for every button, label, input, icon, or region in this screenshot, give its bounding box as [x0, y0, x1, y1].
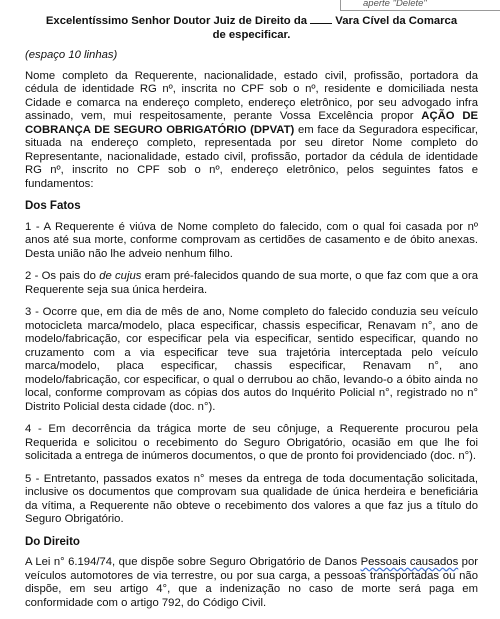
petition-document	[25, 14, 478, 619]
title-text-line2: de especificar.	[212, 28, 291, 41]
intro-paragraph	[25, 70, 478, 192]
title-text-part2: Vara Cível da Comarca	[335, 15, 458, 27]
spellcheck-underlined-text: Pessoais causados	[360, 556, 459, 568]
intro-text-b: em face da Seguradora especificar, situada na endereço completo, representada por seu diretor Nome completo do Representante, nacionalidade, estado civil, profissão, portador da cédula de identidade RG nº, inscrito no CPF sob o nº, endereço eletrônico, pelos seguintes fatos e fundamentos:	[25, 123, 478, 190]
fact-2	[25, 270, 478, 297]
fact-2-a: 2 - Os pais do	[25, 270, 100, 282]
section-heading-fatos: Dos Fatos	[25, 200, 81, 212]
fact-2-em: de cujus	[99, 270, 142, 282]
delete-hint-box: aperte "Delete"	[340, 0, 500, 11]
fact-3: 3 - Ocorre que, em dia de mês de ano, Nome completo do falecido conduzia seu veículo motocicleta marca/modelo, placa especificar, chassis especificar, Renavam n°, ano de modelo/fabricação, cor especificar pela via especificar, sentido especificar, quando no cruzamento com a via especificar teve sua trajetória interceptada pelo veículo marca/modelo, placa especificar, chassis especificar, Renavam n°, ano modelo/fabricação, cor especificar, o qual o derrubou ao chão, levando-o a óbito ainda no local, conforme comprovam as cópias dos autos do Inquérito Policial n°, registrado no n° Distrito Policial desta cidade (doc. n°).	[25, 306, 478, 413]
fact-2-b: eram pré-falecidos quando de sua morte, o que faz com que a ora Requerente seja sua única herdeira.	[25, 270, 479, 296]
law-text-b: por veículos automotores de via terrestre, ou por sua carga, a pessoas transportadas ou não dispõe, em seu artigo 4°, que a indenização no caso de morte será paga em conformidade com o artigo 792, do Código Civil.	[25, 556, 478, 609]
blank-field	[310, 14, 332, 24]
fact-1: 1 - A Requerente é viúva de Nome completo do falecido, com o qual foi casada por nº anos até sua morte, conforme comprovam as certidões de casamento e de óbito anexas. Desta união não lhe adveio nenhum filho.	[25, 220, 478, 260]
petition-title	[25, 14, 478, 42]
law-paragraph	[25, 556, 478, 610]
action-title: AÇÃO DE COBRANÇA DE SEGURO OBRIGATÓRIO (DPVAT)	[25, 110, 479, 136]
fact-4: 4 - Em decorrência da trágica morte de seu cônjuge, a Requerente procurou pela Requerida e solicitou o recebimento do Seguro Obrigatório, ocasião em que lhe foi solicitada a entrega de inúmeros documentos, o que de pronto foi providenciado (doc. n°).	[25, 423, 478, 462]
law-text-a: A Lei n° 6.194/74, que dispõe sobre Seguro Obrigatório de Danos	[25, 556, 361, 568]
spacing-note: (espaço 10 linhas)	[25, 49, 118, 61]
title-text-part1: Excelentíssimo Senhor Doutor Juiz de Direito da	[45, 15, 308, 27]
intro-text-a: Nome completo da Requerente, nacionalidade, estado civil, profissão, portadora da cédula de identidade RG nº, inscrita no CPF sob o nº, residente e domiciliada nesta Cidade e comarca na endereço completo, endereço eletrônico, por seu advogado infra assinado, vem, mui respeitosamente, perante Vossa Excelência propor	[25, 69, 478, 122]
section-heading-direito: Do Direito	[25, 535, 80, 548]
fact-5: 5 - Entretanto, passados exatos n° meses da entrega de toda documentação solicitada, inclusive os documentos que comprovam sua qualidade de única herdeira e beneficiária da vítima, a Requerente não obteve o recebimento dos valores a que faz jus a título do Seguro Obrigatório.	[25, 472, 478, 525]
